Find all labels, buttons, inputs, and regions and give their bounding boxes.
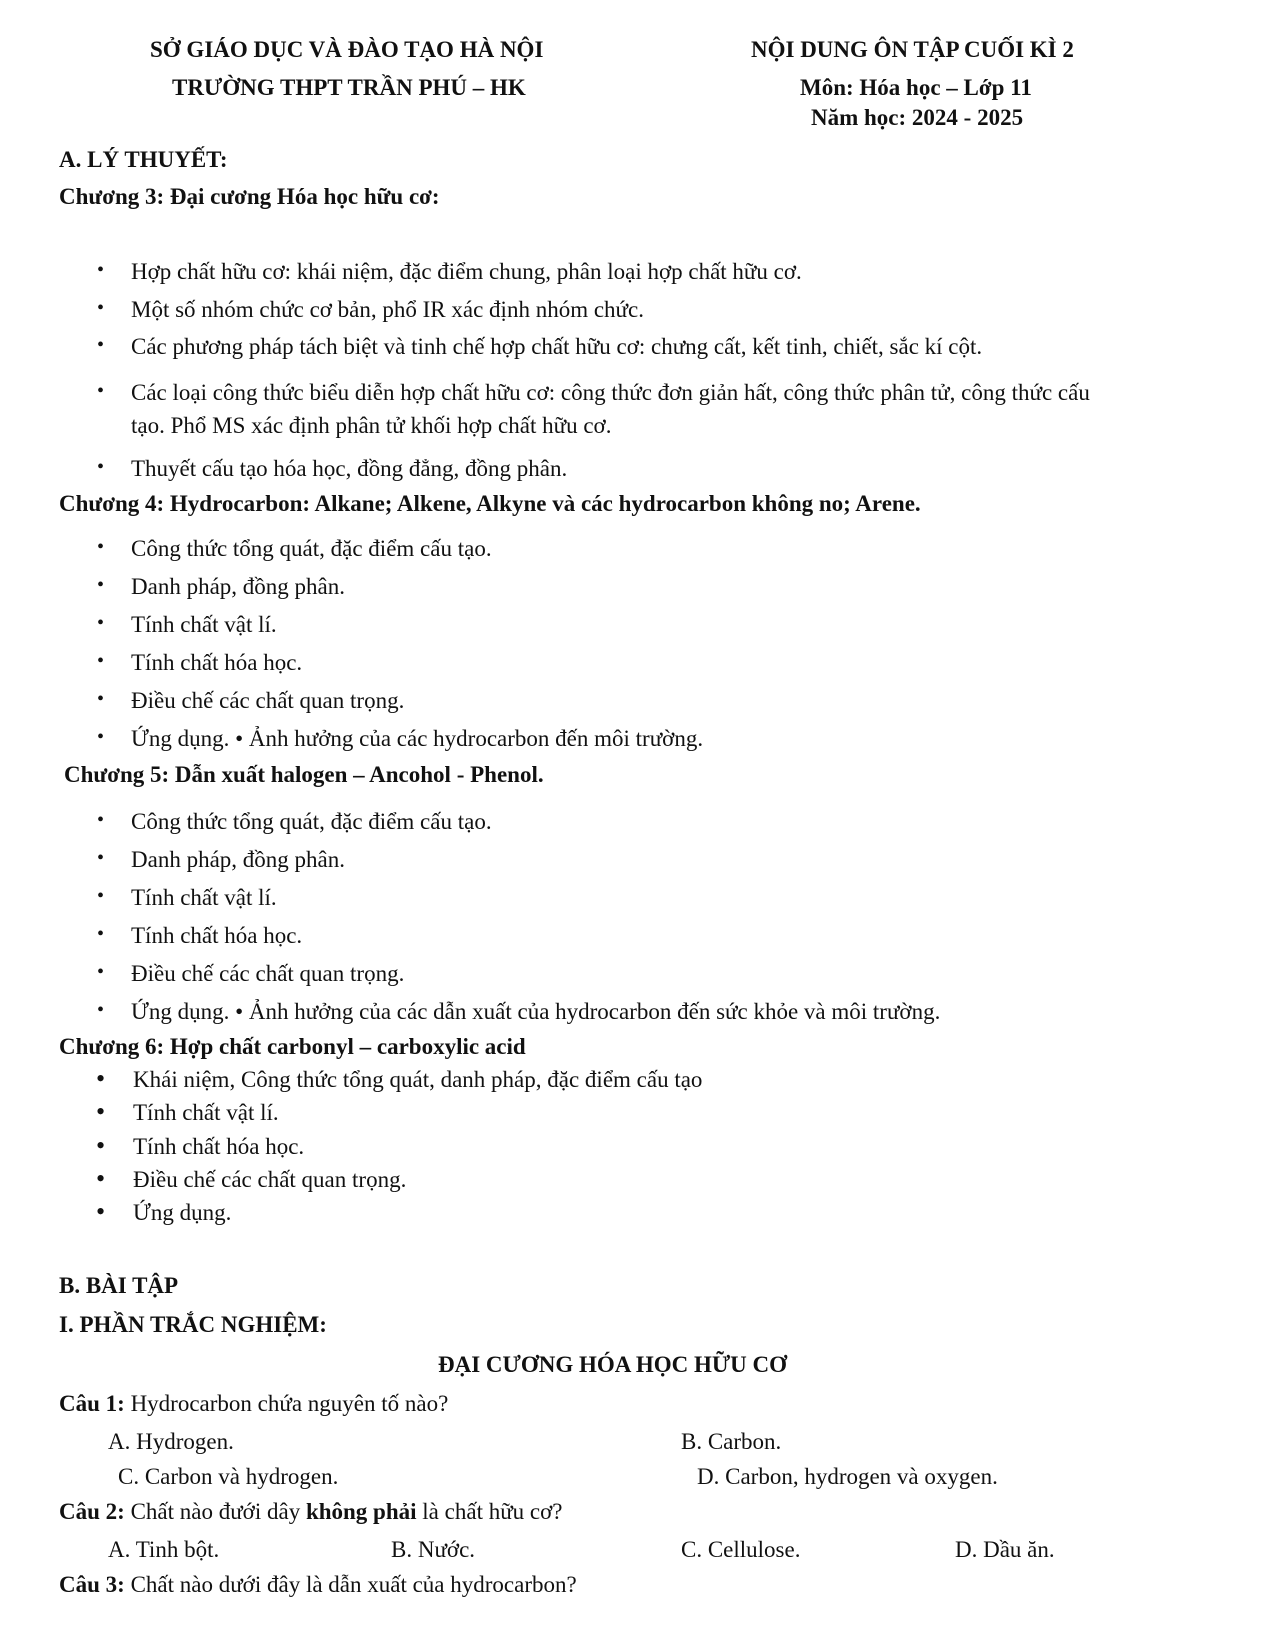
bullet-icon: • (97, 334, 105, 356)
bullet-icon: • (97, 923, 105, 945)
department-name: SỞ GIÁO DỤC VÀ ĐÀO TẠO HÀ NỘI (150, 37, 544, 62)
bullet-icon: • (96, 1131, 106, 1160)
bullet-icon: • (97, 612, 105, 634)
question-label: Câu 3: (59, 1572, 125, 1597)
bullet-icon: • (97, 688, 105, 710)
bullet-icon: • (97, 574, 105, 596)
question-text: Hydrocarbon chứa nguyên tố nào? (124, 1391, 449, 1416)
topic-title: ĐẠI CƯƠNG HÓA HỌC HỮU CƠ (438, 1352, 788, 1377)
question-1 (59, 1390, 448, 1419)
q2-option-b[interactable]: B. Nước. (391, 1537, 476, 1562)
bullet-icon: • (97, 999, 105, 1021)
q2-option-c[interactable]: C. Cellulose. (681, 1537, 801, 1562)
bullet-icon: • (97, 885, 105, 907)
chapter-6-title: Chương 6: Hợp chất carbonyl – carboxylic acid (59, 1034, 526, 1059)
bullet-icon: • (97, 536, 105, 558)
part-1-title: I. PHẦN TRẮC NGHIỆM: (59, 1312, 327, 1337)
question-emphasis: không phải (305, 1499, 417, 1524)
q1-option-c[interactable]: C. Carbon và hydrogen. (118, 1464, 339, 1489)
q2-option-a[interactable]: A. Tinh bột. (108, 1537, 220, 1562)
bullet-icon: • (97, 380, 105, 402)
subject-line: Môn: Hóa học – Lớp 11 (800, 75, 1032, 100)
bullet-icon: • (97, 809, 105, 831)
question-text: Chất nào dưới đây là dẫn xuất của hydrocarbon? (124, 1572, 577, 1597)
document-title: NỘI DUNG ÔN TẬP CUỐI KÌ 2 (751, 37, 1074, 62)
question-3 (59, 1571, 577, 1600)
bullet-icon: • (97, 456, 105, 478)
q2-option-d[interactable]: D. Dầu ăn. (955, 1537, 1055, 1562)
chapter-4-title: Chương 4: Hydrocarbon: Alkane; Alkene, Alkyne và các hydrocarbon không no; Arene. (59, 491, 921, 516)
school-year: Năm học: 2024 - 2025 (811, 105, 1024, 130)
question-label: Câu 1: (59, 1391, 125, 1416)
chapter-3-title: Chương 3: Đại cương Hóa học hữu cơ: (59, 184, 440, 209)
bullet-icon: • (97, 726, 105, 748)
bullet-icon: • (97, 961, 105, 983)
question-2 (59, 1498, 563, 1527)
bullet-icon: • (97, 650, 105, 672)
bullet-icon: • (97, 259, 105, 281)
bullet-icon: • (96, 1064, 106, 1093)
bullet-icon: • (97, 297, 105, 319)
section-a-title: A. LÝ THUYẾT: (59, 147, 228, 172)
bullet-icon: • (96, 1197, 106, 1226)
school-name: TRƯỜNG THPT TRẦN PHÚ – HK (172, 75, 526, 100)
question-label: Câu 2: (59, 1499, 125, 1524)
q1-option-b[interactable]: B. Carbon. (681, 1429, 782, 1454)
question-text-end: là chất hữu cơ? (416, 1499, 563, 1524)
bullet-icon: • (97, 847, 105, 869)
chapter-5-title: Chương 5: Dẫn xuất halogen – Ancohol - Phenol. (64, 762, 544, 787)
q1-option-a[interactable]: A. Hydrogen. (108, 1429, 234, 1454)
q1-option-d[interactable]: D. Carbon, hydrogen và oxygen. (697, 1464, 998, 1489)
bullet-icon: • (96, 1164, 106, 1193)
bullet-icon: • (96, 1097, 106, 1126)
question-text: Chất nào đưới dây (124, 1499, 306, 1524)
section-b-title: B. BÀI TẬP (59, 1273, 179, 1298)
